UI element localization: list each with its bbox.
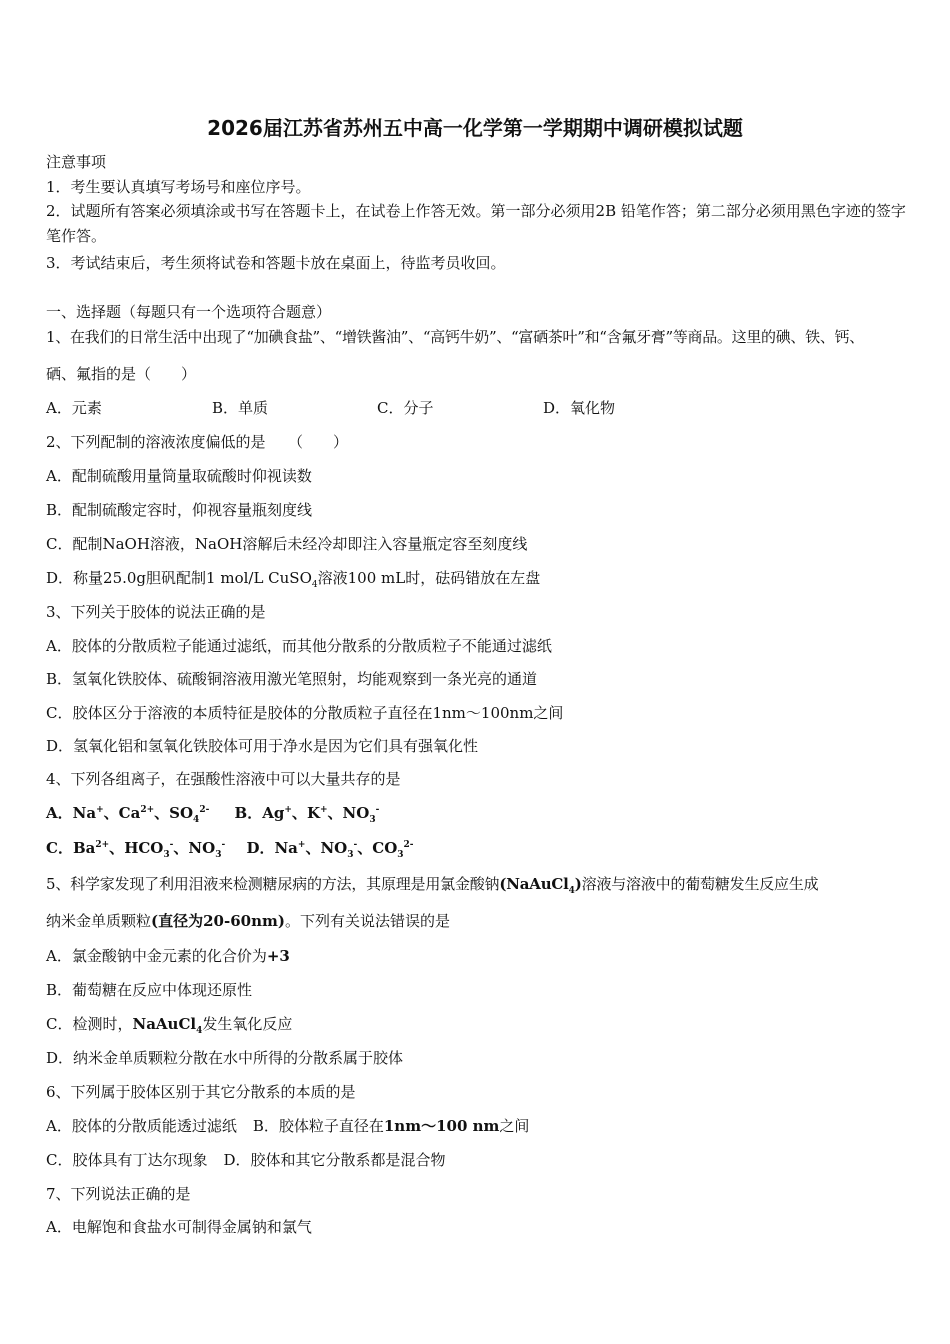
q2-option-c: C．配制NaOH溶液，NaOH溶解后未经冷却即注入容量瓶定容至刻度线 — [46, 535, 528, 553]
sep: 、 — [291, 804, 307, 822]
ion-co3: CO — [372, 839, 398, 857]
charge: 2- — [403, 840, 414, 850]
q2-option-a: A．配制硫酸用量筒量取硫酸时仰视读数 — [46, 467, 312, 485]
q4-option-a-label: A． — [46, 804, 73, 822]
q6-option-d: D．胶体和其它分散系都是混合物 — [223, 1151, 446, 1169]
subscript: 4 — [196, 1026, 203, 1036]
subscript: 3 — [347, 850, 354, 860]
ion-ca: Ca — [118, 804, 141, 822]
subscript: 3 — [397, 850, 404, 860]
subscript: 3 — [163, 850, 170, 860]
q1-option-c: C．分子 — [377, 399, 434, 417]
q4-option-b-label: B． — [234, 804, 263, 822]
q5-stem-line2 — [46, 911, 450, 931]
notice-item-3: 3．考试结束后，考生须将试卷和答题卡放在桌面上，待监考员收回。 — [46, 254, 506, 272]
q5-stem-part3: 纳米金单质颗粒 — [46, 912, 152, 930]
ion-na: Na — [72, 804, 97, 822]
charge: - — [375, 805, 380, 815]
subscript: 4 — [193, 815, 200, 825]
notice-item-2: 2．试题所有答案必须填涂或书写在答题卡上，在试卷上作答无效。第一部分必须用2B 铅笔作答；第二部分必须用黑色字迹的签字笔作答。 — [46, 202, 906, 245]
q2-option-d-part2: 溶液100 mL时，砝码错放在左盘 — [317, 569, 541, 587]
q5-option-c — [46, 1014, 292, 1034]
q2-option-d-part1: D．称量25.0g胆矾配制1 mol/L CuSO — [46, 569, 312, 587]
ion-ba: Ba — [72, 839, 96, 857]
q3-stem: 3、下列关于胶体的说法正确的是 — [46, 603, 266, 621]
q5-stem-size: (直径为20-60nm) — [151, 912, 285, 930]
charge: + — [297, 840, 306, 850]
q4-options-ab — [46, 803, 379, 823]
q5-stem-paren: ) — [574, 875, 582, 893]
q2-option-b: B．配制硫酸定容时，仰视容量瓶刻度线 — [46, 501, 313, 519]
q5-option-c-formula: NaAuCl — [132, 1015, 197, 1033]
q4-stem: 4、下列各组离子，在强酸性溶液中可以大量共存的是 — [46, 770, 401, 788]
q5-stem-formula: (NaAuCl — [499, 875, 569, 893]
ion-no3: NO — [320, 839, 348, 857]
q4-option-c-label: C． — [46, 839, 73, 857]
charge: 2+ — [95, 840, 110, 850]
q3-option-c: C．胶体区分于溶液的本质特征是胶体的分散质粒子直径在1nm～100nm之间 — [46, 704, 564, 722]
sep: 、 — [103, 804, 119, 822]
q6-option-a: A．胶体的分散质能透过滤纸 — [46, 1117, 237, 1135]
q6-option-c: C．胶体具有丁达尔现象 — [46, 1151, 208, 1169]
page-title: 2026届江苏省苏州五中高一化学第一学期期中调研模拟试题 — [207, 116, 743, 140]
subscript: 3 — [215, 850, 222, 860]
charge: + — [319, 805, 328, 815]
q1-option-d: D．氧化物 — [543, 399, 616, 417]
ion-na: Na — [274, 839, 298, 857]
q5-option-c-text2: 发生氧化反应 — [202, 1015, 293, 1033]
q2-option-d — [46, 568, 540, 588]
q5-option-a — [46, 946, 290, 966]
q7-stem: 7、下列说法正确的是 — [46, 1185, 191, 1203]
q5-option-a-value: +3 — [266, 947, 290, 965]
ion-ag: Ag — [262, 804, 285, 822]
q5-option-c-text: C．检测时， — [46, 1015, 133, 1033]
q1-options — [46, 398, 615, 418]
q1-stem-line1: 1、在我们的日常生活中出现了“加碘食盐”、“增铁酱油”、“高钙牛奶”、“富硒茶叶”和“含氟牙膏”等商品。这里的碘、铁、钙、 — [46, 328, 864, 346]
q1-stem-line2: 硒、氟指的是（ ） — [46, 365, 197, 383]
q1-option-a: A．元素 — [46, 399, 102, 417]
q4-option-d-label: D． — [246, 839, 275, 857]
section-heading: 一、选择题（每题只有一个选项符合题意） — [46, 303, 332, 321]
charge: - — [221, 840, 226, 850]
q3-option-a: A．胶体的分散质粒子能通过滤纸，而其他分散系的分散质粒子不能通过滤纸 — [46, 637, 552, 655]
charge: - — [353, 840, 358, 850]
sep: 、 — [109, 839, 125, 857]
notice-item-1: 1．考生要认真填写考场号和座位序号。 — [46, 178, 311, 196]
ion-so4: SO — [169, 804, 194, 822]
q6-options-ab — [46, 1116, 529, 1136]
ion-no3: NO — [342, 804, 370, 822]
subscript: 4 — [568, 886, 575, 896]
ion-k: K — [306, 804, 320, 822]
q5-stem-part2: 溶液与溶液中的葡萄糖发生反应生成 — [581, 875, 819, 893]
charge: 2- — [199, 805, 210, 815]
q6-option-b-range: 1nm～100 nm — [383, 1117, 500, 1135]
charge: 2+ — [140, 805, 155, 815]
q6-stem: 6、下列属于胶体区别于其它分散系的本质的是 — [46, 1083, 356, 1101]
q5-stem-part4: 。下列有关说法错误的是 — [284, 912, 450, 930]
q6-options-cd — [46, 1150, 446, 1170]
charge: + — [284, 805, 292, 815]
sep: 、 — [154, 804, 170, 822]
charge: - — [169, 840, 174, 850]
q3-option-d: D．氢氧化铝和氢氧化铁胶体可用于净水是因为它们具有强氧化性 — [46, 737, 479, 755]
charge: + — [96, 805, 104, 815]
q2-stem: 2、下列配制的溶液浓度偏低的是 （ ） — [46, 433, 349, 451]
sep: 、 — [357, 839, 373, 857]
q6-option-b-text2: 之间 — [499, 1117, 530, 1135]
ion-hco3: HCO — [124, 839, 164, 857]
q1-option-b: B．单质 — [212, 399, 269, 417]
q7-option-a: A．电解饱和食盐水可制得金属钠和氯气 — [46, 1218, 312, 1236]
q3-option-b: B．氢氧化铁胶体、硫酸铜溶液用激光笔照射，均能观察到一条光亮的通道 — [46, 670, 538, 688]
q2-option-d-sub: 4 — [311, 580, 318, 590]
subscript: 3 — [369, 815, 376, 825]
notice-heading: 注意事项 — [46, 153, 107, 171]
sep: 、 — [173, 839, 189, 857]
ion-no3: NO — [188, 839, 216, 857]
q6-option-b-text: B．胶体粒子直径在 — [252, 1117, 384, 1135]
sep: 、 — [327, 804, 343, 822]
q5-option-b: B．葡萄糖在反应中体现还原性 — [46, 981, 253, 999]
q4-options-cd — [46, 838, 414, 858]
sep: 、 — [305, 839, 321, 857]
q5-option-a-text: A．氯金酸钠中金元素的化合价为 — [46, 947, 267, 965]
q5-stem-line1 — [46, 874, 818, 894]
q5-stem-part1: 5、科学家发现了利用泪液来检测糖尿病的方法，其原理是用氯金酸钠 — [46, 875, 500, 893]
q5-option-d: D．纳米金单质颗粒分散在水中所得的分散系属于胶体 — [46, 1049, 404, 1067]
